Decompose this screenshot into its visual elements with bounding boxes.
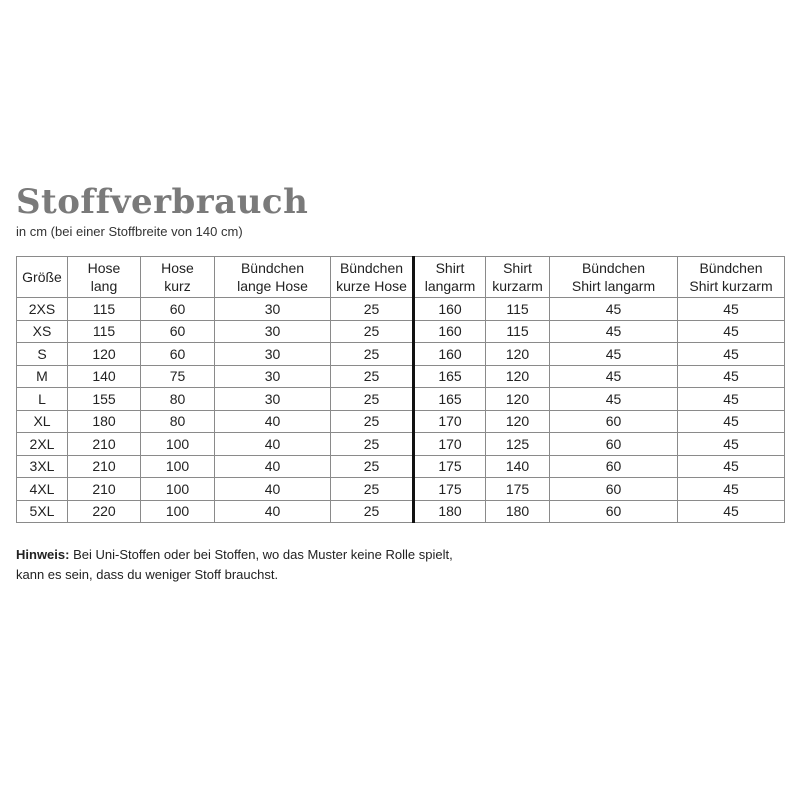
value-cell: 100 [141,455,215,478]
value-cell: 25 [331,320,414,343]
page-title: Stoffverbrauch [16,182,309,222]
column-header [141,257,215,298]
value-cell: 100 [141,433,215,456]
column-header-line: Hose [161,260,194,276]
hint-note [16,545,476,585]
value-cell: 115 [486,298,550,321]
value-cell: 140 [486,455,550,478]
value-cell: 30 [215,365,331,388]
value-cell: 45 [678,320,785,343]
value-cell: 25 [331,388,414,411]
size-cell: 2XL [17,433,68,456]
value-cell: 155 [68,388,141,411]
column-header-line: lange Hose [237,278,308,294]
value-cell: 40 [215,455,331,478]
value-cell: 120 [486,343,550,366]
value-cell: 120 [486,365,550,388]
value-cell: 25 [331,500,414,523]
value-cell: 60 [141,343,215,366]
value-cell: 60 [550,433,678,456]
value-cell: 160 [414,343,486,366]
value-cell: 25 [331,410,414,433]
column-header-line: Shirt [503,260,532,276]
column-header-line: kurzarm [492,278,543,294]
page-subtitle: in cm (bei einer Stoffbreite von 140 cm) [16,224,243,239]
value-cell: 220 [68,500,141,523]
value-cell: 45 [678,410,785,433]
size-cell: XS [17,320,68,343]
value-cell: 45 [550,388,678,411]
value-cell: 25 [331,478,414,501]
column-header [215,257,331,298]
column-header-line: Bündchen [699,260,763,276]
column-header-line: Bündchen [339,260,404,276]
value-cell: 175 [486,478,550,501]
column-header [550,257,678,298]
column-header-line: Shirt kurzarm [689,278,773,294]
value-cell: 60 [550,500,678,523]
value-cell: 45 [550,343,678,366]
column-header [486,257,550,298]
header-row [17,257,785,298]
value-cell: 125 [486,433,550,456]
value-cell: 40 [215,433,331,456]
size-cell: 3XL [17,455,68,478]
value-cell: 100 [141,500,215,523]
value-cell: 40 [215,410,331,433]
value-cell: 180 [68,410,141,433]
value-cell: 25 [331,343,414,366]
column-header [17,257,68,298]
column-header-line: Größe [22,269,62,285]
value-cell: 175 [414,455,486,478]
value-cell: 25 [331,298,414,321]
value-cell: 45 [550,365,678,388]
size-cell: M [17,365,68,388]
value-cell: 60 [550,410,678,433]
value-cell: 210 [68,433,141,456]
value-cell: 60 [550,455,678,478]
table-row [17,455,785,478]
value-cell: 165 [414,388,486,411]
value-cell: 100 [141,478,215,501]
value-cell: 80 [141,388,215,411]
table-row [17,298,785,321]
value-cell: 40 [215,478,331,501]
table-row [17,320,785,343]
size-cell: 2XS [17,298,68,321]
value-cell: 30 [215,320,331,343]
column-header-line: Hose [87,260,121,276]
column-header-line: kurze Hose [336,278,407,294]
value-cell: 170 [414,433,486,456]
value-cell: 115 [68,298,141,321]
table-row [17,478,785,501]
value-cell: 210 [68,455,141,478]
value-cell: 115 [68,320,141,343]
value-cell: 180 [414,500,486,523]
value-cell: 120 [486,410,550,433]
value-cell: 170 [414,410,486,433]
value-cell: 180 [486,500,550,523]
column-header-line: kurz [164,278,191,294]
value-cell: 175 [414,478,486,501]
column-header [68,257,141,298]
value-cell: 160 [414,320,486,343]
column-header-line: lang [90,278,118,294]
column-header [678,257,785,298]
value-cell: 45 [678,365,785,388]
value-cell: 45 [678,455,785,478]
column-header [331,257,414,298]
value-cell: 140 [68,365,141,388]
value-cell: 120 [486,388,550,411]
table-row [17,433,785,456]
size-cell: 4XL [17,478,68,501]
value-cell: 40 [215,500,331,523]
value-cell: 45 [678,500,785,523]
value-cell: 60 [550,478,678,501]
value-cell: 30 [215,388,331,411]
column-header-line: Bündchen [240,260,305,276]
table-body [17,298,785,523]
column-header-line: Shirt langarm [571,278,656,294]
column-header-line: langarm [424,278,476,294]
value-cell: 45 [678,298,785,321]
value-cell: 45 [678,478,785,501]
size-cell: XL [17,410,68,433]
value-cell: 160 [414,298,486,321]
value-cell: 60 [141,298,215,321]
size-cell: 5XL [17,500,68,523]
column-header-line: Shirt [435,260,465,276]
table-row [17,388,785,411]
column-header-line: Bündchen [581,260,646,276]
value-cell: 30 [215,343,331,366]
value-cell: 30 [215,298,331,321]
size-cell: L [17,388,68,411]
hint-label: Hinweis: [16,547,70,562]
value-cell: 45 [678,343,785,366]
table-row [17,343,785,366]
value-cell: 80 [141,410,215,433]
value-cell: 25 [331,455,414,478]
column-header [414,257,486,298]
value-cell: 25 [331,433,414,456]
value-cell: 120 [68,343,141,366]
value-cell: 210 [68,478,141,501]
table-row [17,410,785,433]
value-cell: 25 [331,365,414,388]
value-cell: 45 [550,298,678,321]
size-cell: S [17,343,68,366]
value-cell: 45 [550,320,678,343]
value-cell: 115 [486,320,550,343]
value-cell: 45 [678,433,785,456]
fabric-consumption-table [16,256,785,523]
hint-text: Bei Uni-Stoffen oder bei Stoffen, wo das Muster keine Rolle spielt, kann es sein, dass du weniger Stoff brauchst. [16,547,453,582]
value-cell: 165 [414,365,486,388]
value-cell: 60 [141,320,215,343]
value-cell: 75 [141,365,215,388]
value-cell: 45 [678,388,785,411]
table-row [17,500,785,523]
table-row [17,365,785,388]
